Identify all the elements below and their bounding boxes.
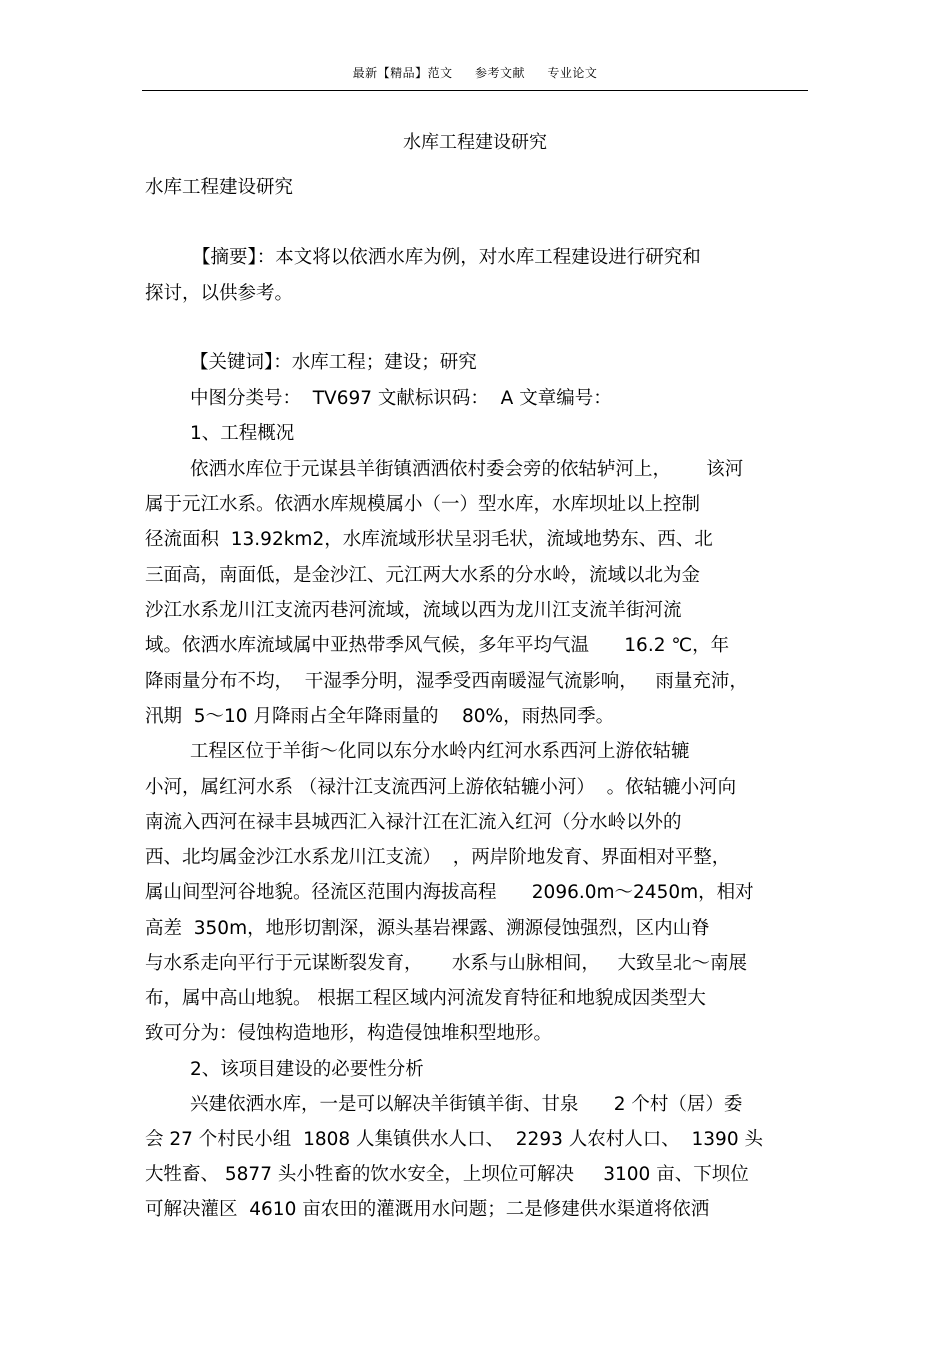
body-line: 【摘要】：本文将以依洒水库为例，对水库工程建设进行研究和 (192, 247, 701, 268)
body-line: 1、工程概况 (190, 423, 295, 444)
page-header (142, 64, 808, 81)
body-line: 水库工程建设研究 (145, 177, 294, 198)
body-line: 依洒水库位于元谋县羊街镇洒洒依村委会旁的依轱轳河上， 该河 (190, 459, 744, 480)
body-line: 工程区位于羊街～化同以东分水岭内红河水系西河上游依轱辘 (190, 741, 690, 762)
body-line: 可解决灌区 4610 亩农田的灌溉用水问题；二是修建供水渠道将依洒 (145, 1199, 710, 1220)
body-line: 南流入西河在禄丰县城西汇入禄汁江在汇流入红河（分水岭以外的 (145, 812, 682, 833)
body-line: 降雨量分布不均， 干湿季分明，湿季受西南暖湿气流影响， 雨量充沛， (145, 671, 748, 692)
body-line: 属于元江水系。依洒水库规模属小（一）型水库，水库坝址以上控制 (145, 494, 701, 515)
body-line: 【关键词】：水库工程；建设；研究 (190, 352, 477, 373)
body-line: 探讨，以供参考。 (145, 283, 294, 304)
body-line: 西、北均属金沙江水系龙川江支流） ，两岸阶地发育、界面相对平整， (145, 847, 731, 868)
header-item: 最新【精品】范文 (352, 66, 453, 80)
body-line: 2、该项目建设的必要性分析 (190, 1059, 424, 1080)
body-line: 径流面积 13.92km2，水库流域形状呈羽毛状，流域地势东、西、北 (145, 529, 713, 550)
body-line: 三面高，南面低，是金沙江、元江两大水系的分水岭，流域以北为金 (145, 565, 701, 586)
page-title: 水库工程建设研究 (403, 132, 547, 153)
header-item: 专业论文 (547, 66, 598, 80)
body-line: 域。依洒水库流域属中亚热带季风气候，多年平均气温 16.2 ℃，年 (145, 635, 730, 656)
body-line: 兴建依洒水库，一是可以解决羊街镇羊街、甘泉 2 个村（居）委 (190, 1094, 743, 1115)
header-rule (142, 90, 808, 91)
body-line: 大牲畜、 5877 头小牲畜的饮水安全，上坝位可解决 3100 亩、下坝位 (145, 1164, 749, 1185)
body-line: 沙江水系龙川江支流丙巷河流域，流域以西为龙川江支流羊街河流 (145, 600, 682, 621)
body-line: 中图分类号： TV697 文献标识码： A 文章编号： (190, 388, 612, 409)
body-line: 属山间型河谷地貌。径流区范围内海拔高程 2096.0m～2450m，相对 (145, 882, 754, 903)
body-line: 布，属中高山地貌。 根据工程区域内河流发育特征和地貌成因类型大 (145, 988, 706, 1009)
body-line: 小河，属红河水系 （禄汁江支流西河上游依轱辘小河） 。依轱辘小河向 (145, 777, 737, 798)
body-line: 汛期 5～10 月降雨占全年降雨量的 80%，雨热同季。 (145, 706, 615, 727)
body-line: 会 27 个村民小组 1808 人集镇供水人口、 2293 人农村人口、 1390 头 (145, 1129, 763, 1150)
body-line: 高差 350m，地形切割深，源头基岩裸露、溯源侵蚀强烈，区内山脊 (145, 918, 710, 939)
header-item: 参考文献 (474, 66, 525, 80)
body-line: 致可分为：侵蚀构造地形，构造侵蚀堆积型地形。 (145, 1023, 553, 1044)
body-line: 与水系走向平行于元谋断裂发育， 水系与山脉相间， 大致呈北～南展 (145, 953, 748, 974)
